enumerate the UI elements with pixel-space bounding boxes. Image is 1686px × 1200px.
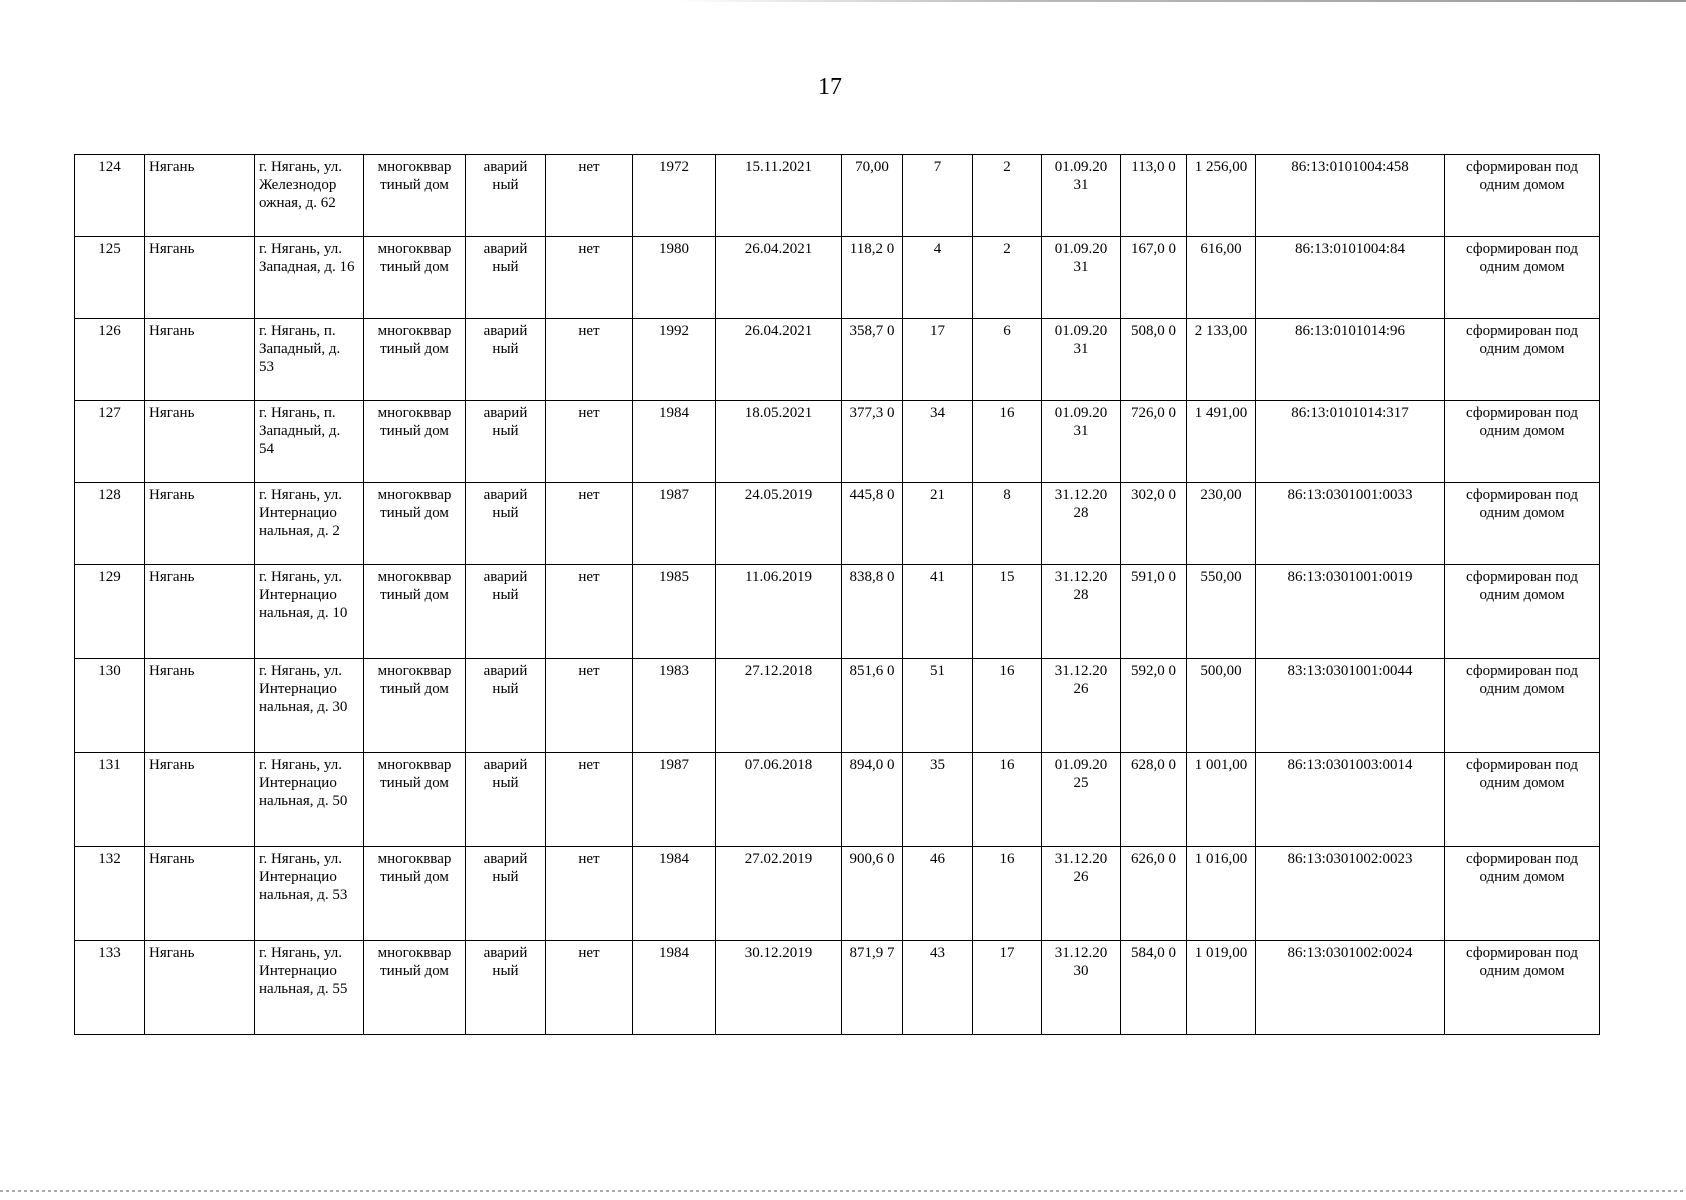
area-2-cell: 592,0 0 (1121, 659, 1187, 753)
table-row (75, 941, 1600, 1035)
building-type-cell: многокввар тиный дом (364, 565, 466, 659)
area-2-cell: 628,0 0 (1121, 753, 1187, 847)
year-cell: 1972 (633, 155, 716, 237)
row-number-cell: 130 (75, 659, 145, 753)
deadline-cell: 31.12.20 26 (1042, 659, 1121, 753)
cadastre-number-cell: 83:13:0301001:0044 (1256, 659, 1445, 753)
row-number-cell: 127 (75, 401, 145, 483)
scan-edge-top (0, 0, 1686, 2)
status-cell: аварий ный (466, 483, 546, 565)
sum-cell: 2 133,00 (1187, 319, 1256, 401)
note-cell: сформирован под одним домом (1445, 941, 1600, 1035)
area-cell: 445,8 0 (842, 483, 903, 565)
date-cell: 26.04.2021 (716, 237, 842, 319)
flag-cell: нет (546, 319, 633, 401)
city-cell: Нягань (145, 483, 255, 565)
note-cell: сформирован под одним домом (1445, 659, 1600, 753)
table-row (75, 659, 1600, 753)
table-row (75, 565, 1600, 659)
area-cell: 851,6 0 (842, 659, 903, 753)
cadastre-number-cell: 86:13:0101014:317 (1256, 401, 1445, 483)
flag-cell: нет (546, 401, 633, 483)
area-cell: 900,6 0 (842, 847, 903, 941)
area-cell: 377,3 0 (842, 401, 903, 483)
area-2-cell: 591,0 0 (1121, 565, 1187, 659)
row-number-cell: 131 (75, 753, 145, 847)
sum-cell: 1 491,00 (1187, 401, 1256, 483)
deadline-cell: 01.09.20 31 (1042, 319, 1121, 401)
count-b-cell: 2 (973, 237, 1042, 319)
table-row (75, 483, 1600, 565)
table-row (75, 401, 1600, 483)
sum-cell: 1 256,00 (1187, 155, 1256, 237)
date-cell: 27.12.2018 (716, 659, 842, 753)
cadastre-number-cell: 86:13:0301001:0019 (1256, 565, 1445, 659)
table-body (75, 155, 1600, 1035)
note-cell: сформирован под одним домом (1445, 847, 1600, 941)
note-cell: сформирован под одним домом (1445, 483, 1600, 565)
row-number-cell: 133 (75, 941, 145, 1035)
flag-cell: нет (546, 155, 633, 237)
date-cell: 26.04.2021 (716, 319, 842, 401)
area-cell: 358,7 0 (842, 319, 903, 401)
building-type-cell: многокввар тиный дом (364, 237, 466, 319)
year-cell: 1984 (633, 847, 716, 941)
count-a-cell: 43 (903, 941, 973, 1035)
building-type-cell: многокввар тиный дом (364, 319, 466, 401)
date-cell: 18.05.2021 (716, 401, 842, 483)
note-cell: сформирован под одним домом (1445, 401, 1600, 483)
date-cell: 15.11.2021 (716, 155, 842, 237)
count-b-cell: 16 (973, 659, 1042, 753)
count-b-cell: 16 (973, 753, 1042, 847)
date-cell: 30.12.2019 (716, 941, 842, 1035)
table-row (75, 847, 1600, 941)
count-a-cell: 51 (903, 659, 973, 753)
count-a-cell: 46 (903, 847, 973, 941)
note-cell: сформирован под одним домом (1445, 565, 1600, 659)
year-cell: 1987 (633, 483, 716, 565)
count-b-cell: 16 (973, 847, 1042, 941)
cadastre-number-cell: 86:13:0301003:0014 (1256, 753, 1445, 847)
sum-cell: 1 016,00 (1187, 847, 1256, 941)
flag-cell: нет (546, 847, 633, 941)
area-cell: 871,9 7 (842, 941, 903, 1035)
area-2-cell: 302,0 0 (1121, 483, 1187, 565)
city-cell: Нягань (145, 941, 255, 1035)
status-cell: аварий ный (466, 847, 546, 941)
cadastre-number-cell: 86:13:0101004:458 (1256, 155, 1445, 237)
address-cell: г. Нягань, ул. Интернацио нальная, д. 55 (255, 941, 364, 1035)
address-cell: г. Нягань, ул. Интернацио нальная, д. 30 (255, 659, 364, 753)
city-cell: Нягань (145, 659, 255, 753)
date-cell: 11.06.2019 (716, 565, 842, 659)
count-a-cell: 17 (903, 319, 973, 401)
table-row (75, 319, 1600, 401)
sum-cell: 230,00 (1187, 483, 1256, 565)
deadline-cell: 01.09.20 31 (1042, 155, 1121, 237)
count-b-cell: 16 (973, 401, 1042, 483)
year-cell: 1985 (633, 565, 716, 659)
sum-cell: 616,00 (1187, 237, 1256, 319)
row-number-cell: 124 (75, 155, 145, 237)
deadline-cell: 01.09.20 31 (1042, 401, 1121, 483)
note-cell: сформирован под одним домом (1445, 155, 1600, 237)
status-cell: аварий ный (466, 237, 546, 319)
cadastre-number-cell: 86:13:0301001:0033 (1256, 483, 1445, 565)
count-a-cell: 7 (903, 155, 973, 237)
count-b-cell: 6 (973, 319, 1042, 401)
address-cell: г. Нягань, ул. Железнодор ожная, д. 62 (255, 155, 364, 237)
deadline-cell: 31.12.20 30 (1042, 941, 1121, 1035)
building-type-cell: многокввар тиный дом (364, 753, 466, 847)
year-cell: 1983 (633, 659, 716, 753)
area-2-cell: 584,0 0 (1121, 941, 1187, 1035)
city-cell: Нягань (145, 237, 255, 319)
deadline-cell: 31.12.20 26 (1042, 847, 1121, 941)
sum-cell: 1 001,00 (1187, 753, 1256, 847)
building-type-cell: многокввар тиный дом (364, 401, 466, 483)
address-cell: г. Нягань, ул. Западная, д. 16 (255, 237, 364, 319)
deadline-cell: 01.09.20 31 (1042, 237, 1121, 319)
year-cell: 1980 (633, 237, 716, 319)
city-cell: Нягань (145, 319, 255, 401)
city-cell: Нягань (145, 847, 255, 941)
note-cell: сформирован под одним домом (1445, 319, 1600, 401)
area-cell: 838,8 0 (842, 565, 903, 659)
count-a-cell: 4 (903, 237, 973, 319)
area-2-cell: 167,0 0 (1121, 237, 1187, 319)
date-cell: 27.02.2019 (716, 847, 842, 941)
row-number-cell: 129 (75, 565, 145, 659)
cadastre-number-cell: 86:13:0101014:96 (1256, 319, 1445, 401)
status-cell: аварий ный (466, 565, 546, 659)
flag-cell: нет (546, 237, 633, 319)
year-cell: 1987 (633, 753, 716, 847)
count-b-cell: 8 (973, 483, 1042, 565)
status-cell: аварий ный (466, 941, 546, 1035)
address-cell: г. Нягань, ул. Интернацио нальная, д. 53 (255, 847, 364, 941)
row-number-cell: 132 (75, 847, 145, 941)
table-row (75, 155, 1600, 237)
cadastre-number-cell: 86:13:0101004:84 (1256, 237, 1445, 319)
table-row (75, 753, 1600, 847)
registry-table (74, 154, 1600, 1035)
building-type-cell: многокввар тиный дом (364, 155, 466, 237)
area-cell: 70,00 (842, 155, 903, 237)
status-cell: аварий ный (466, 659, 546, 753)
sum-cell: 1 019,00 (1187, 941, 1256, 1035)
year-cell: 1984 (633, 401, 716, 483)
count-b-cell: 2 (973, 155, 1042, 237)
sum-cell: 500,00 (1187, 659, 1256, 753)
area-2-cell: 113,0 0 (1121, 155, 1187, 237)
deadline-cell: 01.09.20 25 (1042, 753, 1121, 847)
flag-cell: нет (546, 565, 633, 659)
row-number-cell: 128 (75, 483, 145, 565)
city-cell: Нягань (145, 753, 255, 847)
area-cell: 118,2 0 (842, 237, 903, 319)
status-cell: аварий ный (466, 753, 546, 847)
address-cell: г. Нягань, ул. Интернацио нальная, д. 2 (255, 483, 364, 565)
area-2-cell: 726,0 0 (1121, 401, 1187, 483)
year-cell: 1984 (633, 941, 716, 1035)
building-type-cell: многокввар тиный дом (364, 847, 466, 941)
note-cell: сформирован под одним домом (1445, 237, 1600, 319)
building-type-cell: многокввар тиный дом (364, 941, 466, 1035)
city-cell: Нягань (145, 565, 255, 659)
address-cell: г. Нягань, ул. Интернацио нальная, д. 10 (255, 565, 364, 659)
row-number-cell: 125 (75, 237, 145, 319)
area-2-cell: 626,0 0 (1121, 847, 1187, 941)
city-cell: Нягань (145, 401, 255, 483)
status-cell: аварий ный (466, 155, 546, 237)
cadastre-number-cell: 86:13:0301002:0023 (1256, 847, 1445, 941)
flag-cell: нет (546, 753, 633, 847)
building-type-cell: многокввар тиный дом (364, 483, 466, 565)
count-b-cell: 17 (973, 941, 1042, 1035)
count-a-cell: 34 (903, 401, 973, 483)
deadline-cell: 31.12.20 28 (1042, 483, 1121, 565)
date-cell: 07.06.2018 (716, 753, 842, 847)
status-cell: аварий ный (466, 319, 546, 401)
address-cell: г. Нягань, п. Западный, д. 53 (255, 319, 364, 401)
address-cell: г. Нягань, ул. Интернацио нальная, д. 50 (255, 753, 364, 847)
sum-cell: 550,00 (1187, 565, 1256, 659)
count-a-cell: 21 (903, 483, 973, 565)
flag-cell: нет (546, 659, 633, 753)
count-b-cell: 15 (973, 565, 1042, 659)
date-cell: 24.05.2019 (716, 483, 842, 565)
address-cell: г. Нягань, п. Западный, д. 54 (255, 401, 364, 483)
status-cell: аварий ный (466, 401, 546, 483)
scan-edge-bottom (0, 1190, 1686, 1192)
cadastre-number-cell: 86:13:0301002:0024 (1256, 941, 1445, 1035)
city-cell: Нягань (145, 155, 255, 237)
deadline-cell: 31.12.20 28 (1042, 565, 1121, 659)
note-cell: сформирован под одним домом (1445, 753, 1600, 847)
area-cell: 894,0 0 (842, 753, 903, 847)
building-type-cell: многокввар тиный дом (364, 659, 466, 753)
year-cell: 1992 (633, 319, 716, 401)
flag-cell: нет (546, 941, 633, 1035)
page-number: 17 (818, 74, 842, 100)
flag-cell: нет (546, 483, 633, 565)
area-2-cell: 508,0 0 (1121, 319, 1187, 401)
count-a-cell: 35 (903, 753, 973, 847)
table-row (75, 237, 1600, 319)
row-number-cell: 126 (75, 319, 145, 401)
count-a-cell: 41 (903, 565, 973, 659)
